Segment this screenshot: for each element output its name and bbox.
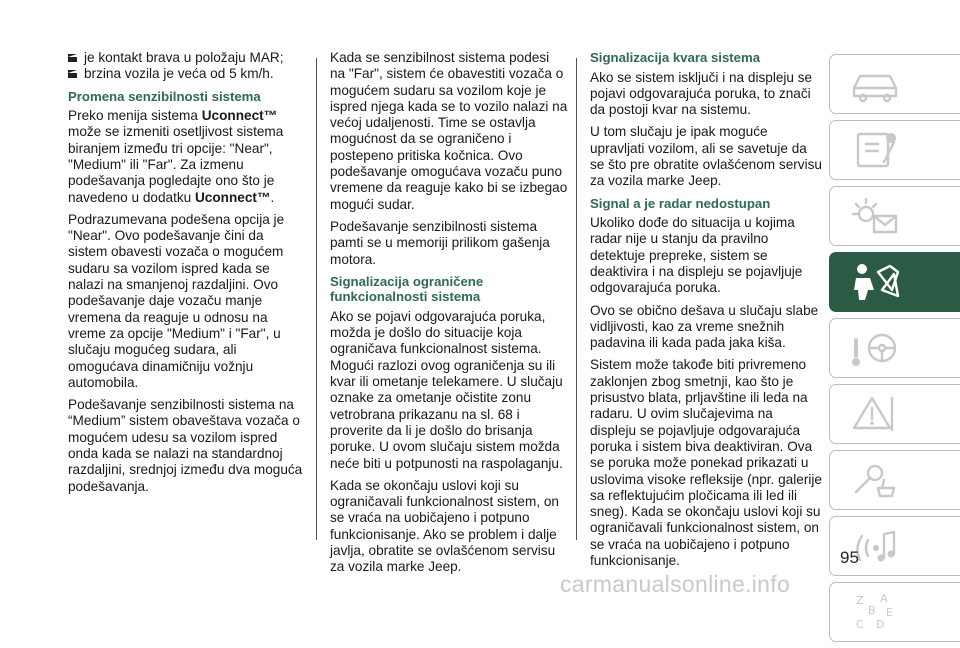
svg-text:A: A: [880, 592, 888, 605]
paragraph: Sistem može takođe biti privremeno zaklonjen zbog smetnji, kao što je prisustvo blata, prljavštine ili leda na radaru. U ovim slučajevima na displeju se pojavljuje odgovarajuća poruka i sistem biva deaktiviran. Ova se poruka može ponekad prikazati u uslovima visoke refleksije (npr. galerije sa reflektujućim pločicama ili led ili sneg). Kada se okončaju uslovi koji su ograničavali funkcionalnost sistem, on se vraća na uobičajeno i potpuno funkcionisanje.: [590, 357, 822, 569]
tab-emergency[interactable]: [829, 384, 960, 444]
paragraph: Ovo se obično dešava u slučaju slabe vidljivosti, kao za vreme snežnih padavina ili kada pada jaka kiša.: [590, 302, 819, 351]
tab-maintenance[interactable]: [829, 450, 960, 510]
lights-warning-icon: [848, 194, 902, 238]
bullet-marker-icon: [68, 70, 77, 78]
svg-text:B: B: [868, 604, 876, 617]
column-divider: [576, 58, 577, 540]
heading-system-fault: Signalizacija kvara sistema: [590, 50, 761, 65]
car-overview-icon: [848, 62, 902, 106]
heading-radar-unavailable: Signal a je radar nedostupan: [590, 195, 771, 211]
index-icon: [848, 590, 902, 634]
paragraph: U tom slučaju je ipak moguće upravljati vozilom, ali se savetuje da se što pre obratite ovlašćenom servisu za vozila marke Jeep.: [590, 124, 822, 189]
bullet-marker-icon: [68, 54, 77, 62]
svg-text:E: E: [886, 606, 893, 619]
text-column-2: [330, 50, 568, 582]
safety-icon: [848, 260, 902, 304]
svg-text:Z: Z: [856, 594, 864, 607]
paragraph: Podešavanje senzibilnosti sistema na “Medium” sistem obaveštava vozača o mogućem udesu sa vozilom ispred onda kada se nalazi na standardnoj razdaljini, srednjoj između dva moguća podešavanja.: [68, 397, 303, 494]
svg-text:D: D: [876, 618, 885, 631]
tab-car-info[interactable]: [829, 120, 960, 180]
bullet-item: brzina vozila je veća od 5 km/h.: [68, 66, 304, 82]
bullet-item: je kontakt brava u položaju MAR;: [68, 50, 304, 66]
emergency-icon: [848, 392, 902, 436]
column-divider: [316, 58, 317, 540]
paragraph: Kada se senzibilnost sistema podesi na "Far", sistem će obavestiti vozača o mogućem sudaru sa vozilom koje je ispred njega kada se to vozilo nalazi na većoj udaljenosti. Time se ostavlja mogućnost da se ograničeno i postepeno pritiska kočnica. Ovo podešavanje omogućava vozaču puno vremene da reaguje kako bi se izbegao mogući sudar.: [330, 50, 568, 212]
car-info-icon: [848, 128, 902, 172]
paragraph: Podrazumevana podešena opcija je "Near". Ovo podešavanje čini da sistem obavesti vozača o mogućem sudaru sa vozilom ispred kada se nalazi na smanjenoj razdaljini. Ovo podešavanje daje vozaču manje vremena da reaguje u odnosu na vreme za opcije "Medium" i "Far", u slučaju mogućeg sudara, ali omogućava dinamičniju vožnju automobila.: [68, 211, 285, 390]
paragraph: Ukoliko dođe do situacija u kojima radar nije u stanju da pravilno detektuje prepreke, sistem se deaktivira i na displeju se pojavljuje odgovarajuća poruka.: [590, 215, 803, 296]
heading-sensitivity-change: Promena senzibilnosti sistema: [68, 88, 261, 104]
page-number: 95: [840, 548, 859, 567]
tab-safety[interactable]: [829, 252, 960, 312]
paragraph: Ako se pojavi odgovarajuća poruka, možda je došlo do situacije koja ograničava funkcionalnost sistema. Mogući razlozi ovog ograničenja su ili kvar ili ometanje telekamere. U slučaju oznake za ometanje očistite zonu vetrobrana prikazanu na sl. 68 i proverite da li je došlo do brisanja poruke. U ovom slučaju sistem možda neće biti u potpunosti na raspolaganju.: [330, 308, 563, 471]
tab-lights-warnings[interactable]: [829, 186, 960, 246]
tab-starting-driving[interactable]: [829, 318, 960, 378]
heading-limited-functionality: Signalizacija ograničene funkcionalnosti sistema: [330, 273, 484, 305]
starting-driving-icon: [848, 326, 902, 370]
maintenance-icon: [848, 458, 902, 502]
watermark: carmanualsonline.info: [560, 571, 791, 597]
paragraph: Podešavanje senzibilnosti sistema pamti se u memoriji prilikom gašenja motora.: [330, 218, 550, 267]
text-column-3: [590, 50, 822, 575]
tab-index[interactable]: [829, 582, 960, 642]
text-column-1: [68, 50, 304, 501]
tab-car-overview[interactable]: [829, 54, 960, 114]
paragraph: Ako se sistem isključi i na displeju se pojavi odgovarajuća poruka, to znači da postoji kvar na sistemu.: [590, 69, 813, 118]
paragraph: Kada se okončaju uslovi koji su ograničavali funkcionalnost sistem, on se vraća na uobičajeno i potpuno funkcionisanje. Ako se problem i dalje javlja, obratite se ovlašćenom servisu za vozila marke Jeep.: [330, 477, 559, 575]
svg-text:C: C: [856, 618, 864, 631]
paragraph: Preko menija sistema Uconnect™ može se izmeniti osetljivost sistema biranjem između tri opcije: "Near", "Medium" ili "Far". Za izmenu podešavanja pogledajte ono što je navedeno u dodatku Uconnect™.: [68, 108, 284, 205]
